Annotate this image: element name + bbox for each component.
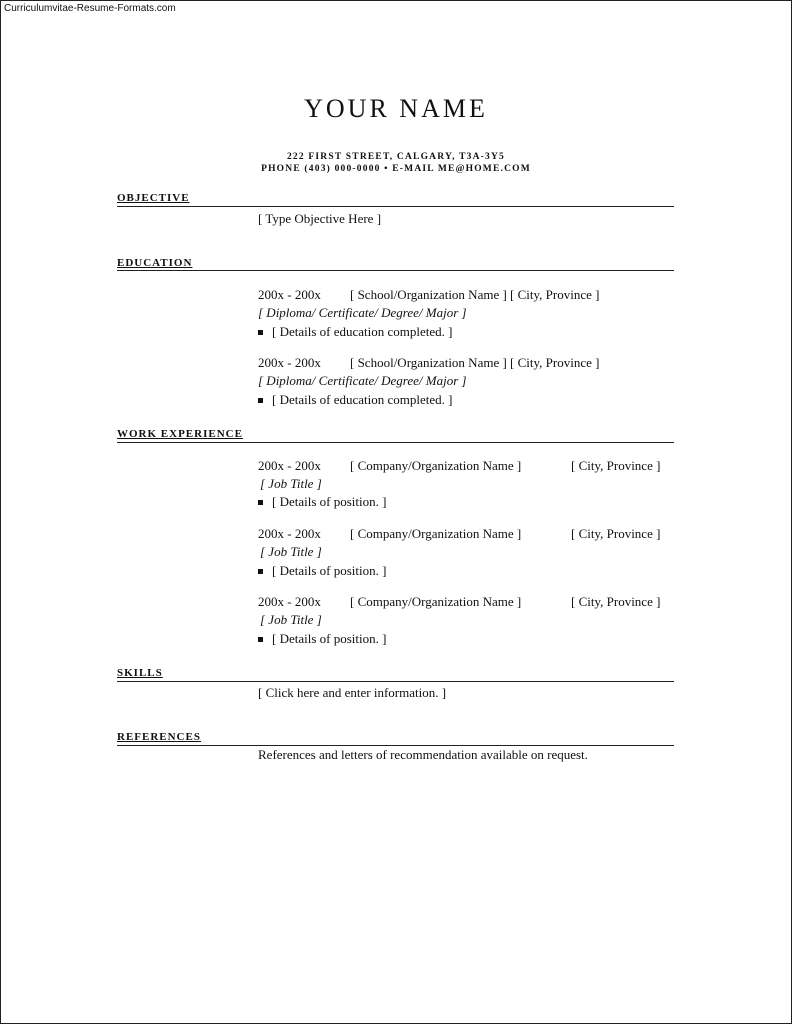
resume-name: YOUR NAME bbox=[304, 94, 488, 123]
work-dates: 200x - 200x bbox=[258, 458, 321, 473]
work-detail[interactable]: [ Details of position. ] bbox=[272, 494, 387, 509]
references-rule bbox=[117, 745, 674, 746]
bullet-icon bbox=[258, 398, 263, 403]
work-heading: WORK EXPERIENCE bbox=[117, 428, 243, 440]
work-job-title[interactable]: [ Job Title ] bbox=[260, 612, 322, 627]
education-school[interactable]: [ School/Organization Name ] [ City, Province ] bbox=[350, 287, 600, 302]
work-detail-item bbox=[258, 494, 386, 510]
education-detail-item bbox=[258, 392, 453, 408]
work-company[interactable]: [ Company/Organization Name ] bbox=[350, 526, 522, 541]
education-degree[interactable]: [ Diploma/ Certificate/ Degree/ Major ] bbox=[258, 373, 467, 388]
education-detail-item bbox=[258, 324, 453, 340]
work-company[interactable]: [ Company/Organization Name ] bbox=[350, 594, 522, 609]
work-location[interactable]: [ City, Province ] bbox=[571, 594, 661, 609]
education-detail[interactable]: [ Details of education completed. ] bbox=[272, 392, 453, 407]
work-dates: 200x - 200x bbox=[258, 526, 321, 541]
education-school[interactable]: [ School/Organization Name ] [ City, Province ] bbox=[350, 355, 600, 370]
objective-heading: OBJECTIVE bbox=[117, 192, 190, 204]
education-dates: 200x - 200x bbox=[258, 287, 321, 302]
work-job-title[interactable]: [ Job Title ] bbox=[260, 476, 322, 491]
bullet-icon bbox=[258, 637, 263, 642]
bullet-icon bbox=[258, 500, 263, 505]
skills-rule bbox=[117, 681, 674, 682]
work-detail[interactable]: [ Details of position. ] bbox=[272, 631, 387, 646]
work-location[interactable]: [ City, Province ] bbox=[571, 526, 661, 541]
work-detail-item bbox=[258, 563, 386, 579]
education-rule bbox=[117, 270, 674, 271]
objective-rule bbox=[117, 206, 674, 207]
bullet-icon bbox=[258, 330, 263, 335]
education-degree[interactable]: [ Diploma/ Certificate/ Degree/ Major ] bbox=[258, 305, 467, 320]
skills-heading: SKILLS bbox=[117, 667, 163, 679]
education-dates: 200x - 200x bbox=[258, 355, 321, 370]
work-detail[interactable]: [ Details of position. ] bbox=[272, 563, 387, 578]
watermark-text: Curriculumvitae-Resume-Formats.com bbox=[4, 3, 176, 14]
bullet-icon bbox=[258, 569, 263, 574]
work-company[interactable]: [ Company/Organization Name ] bbox=[350, 458, 522, 473]
work-location[interactable]: [ City, Province ] bbox=[571, 458, 661, 473]
references-text: References and letters of recommendation available on request. bbox=[258, 747, 588, 762]
references-heading: REFERENCES bbox=[117, 731, 201, 743]
contact-line: PHONE (403) 000-0000 • E-MAIL ME@HOME.COM bbox=[261, 164, 531, 174]
work-job-title[interactable]: [ Job Title ] bbox=[260, 544, 322, 559]
skills-text[interactable]: [ Click here and enter information. ] bbox=[258, 685, 447, 700]
address-line: 222 FIRST STREET, CALGARY, T3A-3Y5 bbox=[286, 152, 506, 162]
work-dates: 200x - 200x bbox=[258, 594, 321, 609]
work-detail-item bbox=[258, 631, 386, 647]
work-rule bbox=[117, 442, 674, 443]
education-detail[interactable]: [ Details of education completed. ] bbox=[272, 324, 453, 339]
education-heading: EDUCATION bbox=[117, 257, 193, 269]
objective-text[interactable]: [ Type Objective Here ] bbox=[258, 211, 382, 226]
